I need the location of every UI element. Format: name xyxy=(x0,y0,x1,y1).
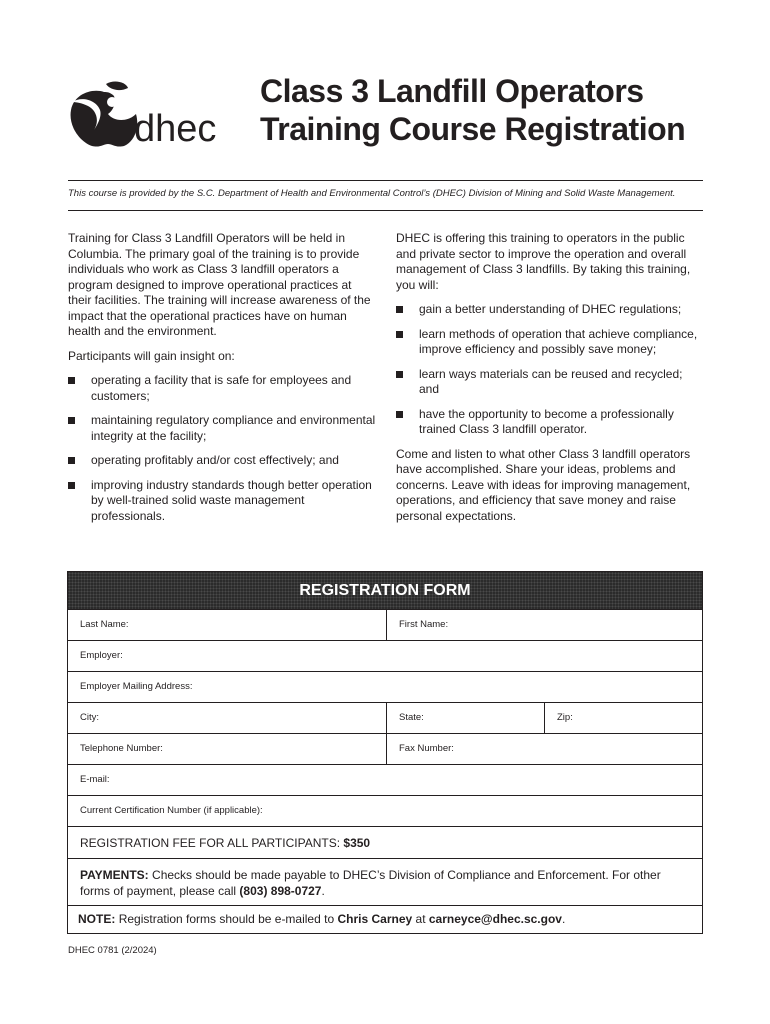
bullet-square-icon xyxy=(68,377,75,384)
apple-leaf-icon xyxy=(106,81,128,90)
list-item-text: maintaining regulatory compliance and environmental integrity at the facility; xyxy=(91,413,376,443)
city-field[interactable]: City: xyxy=(80,712,99,723)
form-row-location xyxy=(68,702,702,733)
bullet-square-icon xyxy=(396,411,403,418)
list-item xyxy=(396,302,704,318)
bullet-square-icon xyxy=(68,457,75,464)
employer-field[interactable]: Employer: xyxy=(80,650,123,661)
bullet-square-icon xyxy=(396,306,403,313)
note-at: at xyxy=(415,912,426,926)
note-text: Registration forms should be e-mailed to xyxy=(118,912,335,926)
list-item-text: operating a facility that is safe for employees and customers; xyxy=(91,373,352,403)
list-item xyxy=(396,367,704,398)
first-name-field[interactable]: First Name: xyxy=(386,610,702,640)
list-item xyxy=(396,327,704,358)
closing-paragraph: Come and listen to what other Class 3 landfill operators have accomplished. Share your ideas, problems and concerns. Leave with ideas for improving management, operations, and efficiency that save money and raise personal expectations. xyxy=(396,446,691,523)
registration-form xyxy=(67,571,703,934)
bullet-square-icon xyxy=(396,331,403,338)
payments-text: Checks should be made payable to DHEC’s Division of Compliance and Enforcement. For other forms of payment, please call xyxy=(80,868,661,898)
certification-field[interactable]: Current Certification Number (if applicable): xyxy=(80,805,263,816)
list-item-text: learn methods of operation that achieve compliance, improve efficiency and possibly save money; xyxy=(419,326,698,356)
list-item-text: have the opportunity to become a professionally trained Class 3 landfill operator. xyxy=(419,406,674,436)
insight-list xyxy=(68,373,376,524)
form-row-address xyxy=(68,671,702,702)
right-intro: DHEC is offering this training to operators in the public and private sector to improve the operation and overall management of Class 3 landfills. By taking this training, you will: xyxy=(396,231,691,292)
registration-fee xyxy=(68,826,702,858)
form-row-employer xyxy=(68,640,702,671)
payments-end: . xyxy=(321,883,325,898)
form-number: DHEC 0781 (2/2024) xyxy=(68,945,157,956)
form-row-email xyxy=(68,764,702,795)
provided-by-note: This course is provided by the S.C. Department of Health and Environmental Control’s (DHEC) Division of Mining and Solid Waste Management. xyxy=(68,188,676,199)
figure-head-icon xyxy=(107,97,117,107)
fax-field[interactable]: Fax Number: xyxy=(386,734,702,764)
right-column xyxy=(396,231,704,533)
logo-text: dhec xyxy=(134,108,217,150)
title-line-2: Training Course Registration xyxy=(260,111,686,147)
telephone-field[interactable]: Telephone Number: xyxy=(80,743,163,754)
list-item xyxy=(68,413,376,444)
payments-info xyxy=(68,858,702,905)
zip-field[interactable]: Zip: xyxy=(544,703,702,733)
insight-heading: Participants will gain insight on: xyxy=(68,348,235,363)
bullet-square-icon xyxy=(68,417,75,424)
bullet-square-icon xyxy=(396,371,403,378)
left-intro: Training for Class 3 Landfill Operators will be held in Columbia. The primary goal of the training is to provide individuals who work as Class 3 landfill operators a program designed to improve operational practices at their facilities. The training will increase awareness of the impact that the operational practices have on human health and the environment. xyxy=(68,231,371,338)
fee-value: $350 xyxy=(343,836,371,850)
contact-name: Chris Carney xyxy=(337,912,413,926)
apple-icon xyxy=(71,91,138,147)
bullet-square-icon xyxy=(68,482,75,489)
list-item-text: gain a better understanding of DHEC regulations; xyxy=(419,302,682,316)
email-field[interactable]: E-mail: xyxy=(80,774,110,785)
form-row-certification xyxy=(68,795,702,826)
contact-email-link[interactable]: carneyce@dhec.sc.gov xyxy=(428,912,562,926)
page-title xyxy=(260,72,685,148)
form-row-phone xyxy=(68,733,702,764)
note-end: . xyxy=(561,912,566,926)
mailing-address-field[interactable]: Employer Mailing Address: xyxy=(80,681,193,692)
list-item xyxy=(396,407,704,438)
left-column xyxy=(68,231,376,533)
list-item xyxy=(68,453,376,469)
list-item-text: improving industry standards though better operation by well-trained solid waste management professionals. xyxy=(91,477,372,523)
state-field[interactable]: State: xyxy=(386,703,544,733)
form-heading: REGISTRATION FORM xyxy=(68,572,702,609)
list-item-text: learn ways materials can be reused and recycled; and xyxy=(419,366,683,396)
dhec-logo xyxy=(68,80,238,150)
fee-label: REGISTRATION FEE FOR ALL PARTICIPANTS: xyxy=(80,836,341,850)
list-item xyxy=(68,373,376,404)
submission-note xyxy=(68,905,702,933)
last-name-field[interactable]: Last Name: xyxy=(80,619,129,630)
benefits-list xyxy=(396,302,704,438)
form-row-name xyxy=(68,609,702,640)
title-line-1: Class 3 Landfill Operators xyxy=(260,73,644,109)
list-item-text: operating profitably and/or cost effectively; and xyxy=(91,453,339,467)
bottom-rule xyxy=(68,210,703,211)
payments-phone: (803) 898-0727 xyxy=(239,883,322,898)
top-rule xyxy=(68,180,703,181)
list-item xyxy=(68,478,376,525)
note-label: NOTE: xyxy=(78,912,116,926)
payments-label: PAYMENTS: xyxy=(80,868,149,882)
